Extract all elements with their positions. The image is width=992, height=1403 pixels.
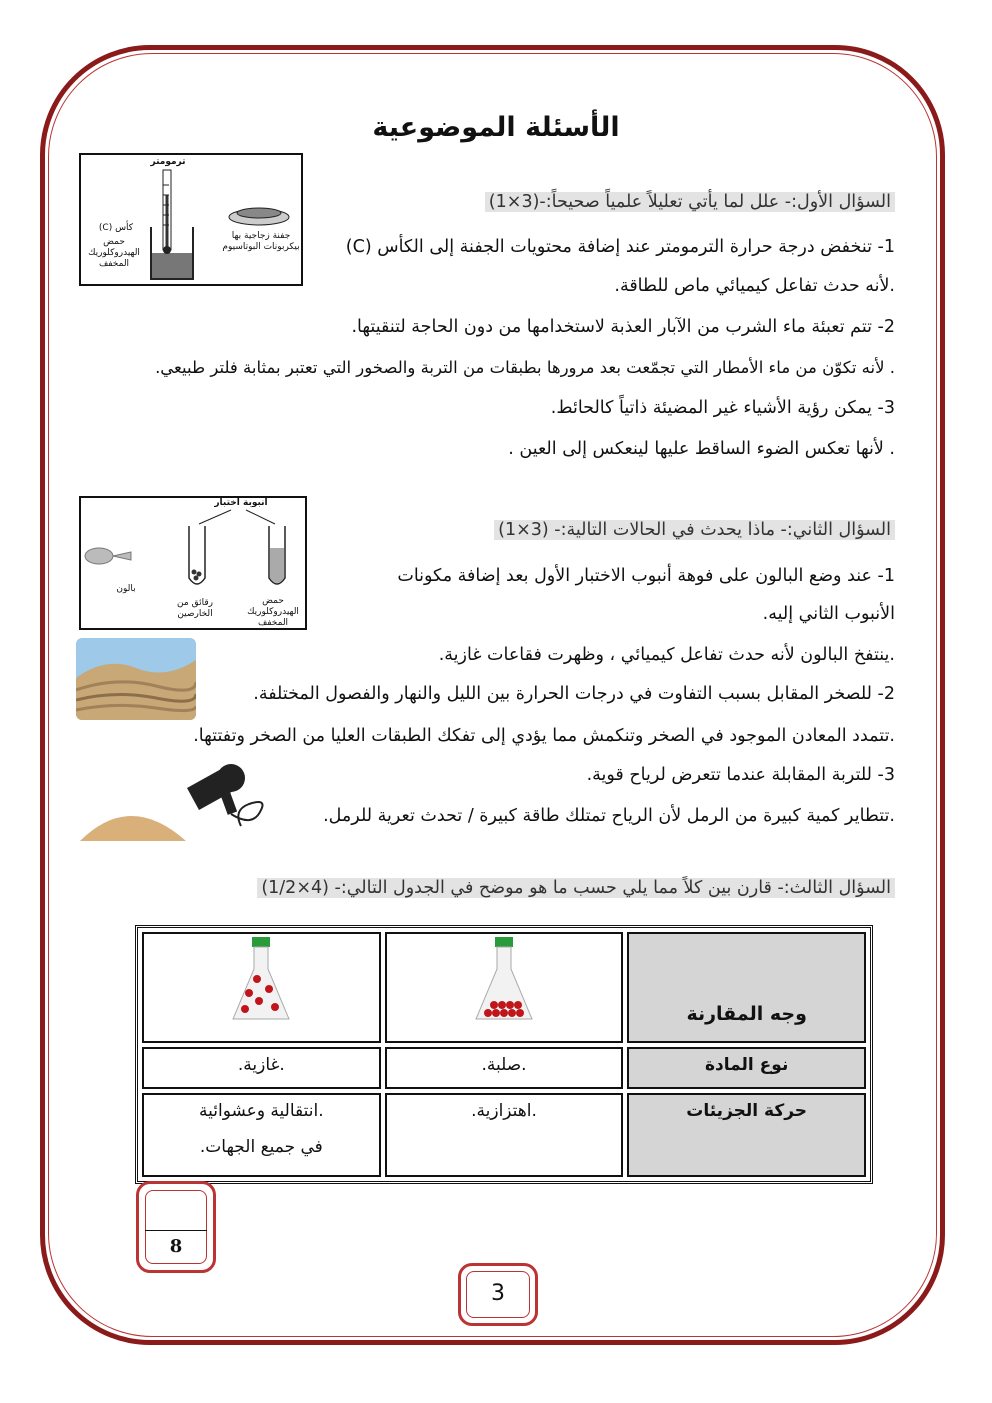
table-row: [142, 1093, 866, 1177]
row-label-matter-type: نوع المادة: [627, 1047, 866, 1089]
solid-flask-cell: [385, 932, 624, 1043]
q1-item-2: 2- تتم تعبئة ماء الشرب من الآبار العذبة لاستخدامها من دون الحاجة لتنقيتها.: [351, 317, 895, 337]
page-number-box: [458, 1263, 538, 1326]
q1-item-1: 1- تنخفض درجة حرارة الترمومتر عند إضافة محتويات الجفنة إلى الكأس (C): [345, 237, 895, 257]
zinc-label: رقائق من الخارصين: [177, 598, 213, 619]
balloon-label: بالون: [116, 584, 136, 594]
q2-answer-2: .تتمدد المعادن الموجود في الصخر وتنكمش مما يؤدي إلى تفكك الطبقات العليا من الصخر وتفتتها.: [193, 726, 895, 746]
q2-item-1-line2: الأنبوب الثاني إليه.: [762, 604, 895, 624]
rock-image: [76, 638, 196, 720]
sand-pile-image: [80, 795, 188, 843]
q1-answer-2: . لأنه تكوّن من ماء الأمطار التي تجمّعت بعد مرورها بطبقات من التربة والصخور التي تعتبر بمثابة فلتر طبيعي.: [155, 358, 895, 377]
comparison-table: [135, 925, 873, 1184]
page-number: 3: [491, 1281, 505, 1306]
dish-label: جفنة زجاجية بها بيكربونات البوتاسيوم: [222, 231, 300, 252]
table-row: [142, 1047, 866, 1089]
gas-flask-icon: [221, 935, 301, 1027]
beaker-content-label: حمض الهيدروكلوريك المخفف: [88, 237, 140, 269]
q3-header: السؤال الثالث:- قارن بين كلاً مما يلي حسب ما هو موضح في الجدول التالي:- (4×1/2): [257, 876, 895, 900]
q2-header: السؤال الثاني:- ماذا يحدث في الحالات التالية:- (3×1): [494, 518, 895, 542]
table-corner-label: وجه المقارنة: [686, 1003, 807, 1025]
q2-figure: [79, 496, 307, 630]
solid-flask-icon: [464, 935, 544, 1027]
test-tube-label: أنبوبة اختبار: [214, 498, 268, 508]
q1-item-3: 3- يمكن رؤية الأشياء غير المضيئة ذاتياً كالحائط.: [550, 398, 895, 418]
table-corner-cell: [627, 932, 866, 1043]
q1-figure: [79, 153, 303, 286]
q2-item-3: 3- للتربة المقابلة عندما تتعرض لرياح قوية.: [586, 765, 895, 785]
acid-label: حمض الهيدروكلوريك المخفف: [247, 596, 299, 628]
q1-answer-1: .لأنه حدث تفاعل كيميائي ماص للطاقة.: [614, 276, 895, 296]
cell-solid-type: .صلبة.: [385, 1047, 624, 1089]
score-value: 8: [169, 1236, 183, 1257]
q2-item-1-line1: 1- عند وضع البالون على فوهة أنبوب الاختبار الأول بعد إضافة مكونات: [397, 566, 895, 586]
cell-gas-motion-line2: في جميع الجهات.: [199, 1137, 323, 1157]
gas-flask-cell: [142, 932, 381, 1043]
q2-answer-1: .ينتفخ البالون لأنه حدث تفاعل كيميائي ، وظهرت فقاعات غازية.: [438, 645, 895, 665]
cell-gas-motion-line1: .انتقالية وعشوائية: [199, 1101, 324, 1121]
cell-gas-type: .غازية.: [142, 1047, 381, 1089]
row-label-molecule-motion: حركة الجزيئات: [627, 1093, 866, 1177]
q2-answer-3: .تتطاير كمية كبيرة من الرمل لأن الرياح تمتلك طاقة كبيرة / تحدث تعرية للرمل.: [323, 806, 895, 826]
q1-answer-3: . لأنها تعكس الضوء الساقط عليها لينعكس إلى العين .: [508, 439, 895, 459]
thermometer-label: ترمومتر: [150, 157, 186, 167]
cell-gas-motion: [142, 1093, 381, 1177]
q2-item-2: 2- للصخر المقابل بسبب التفاوت في درجات الحرارة بين الليل والنهار والفصول المختلفة.: [253, 684, 895, 704]
beaker-label: كأس (C): [98, 223, 134, 233]
cell-solid-motion: .اهتزازية.: [385, 1093, 624, 1177]
q1-header: السؤال الأول:- علل لما يأتي تعليلاً علمياً صحيحاً:-(3×1): [485, 190, 895, 214]
page-title: الأسئلة الموضوعية: [372, 112, 620, 143]
hair-dryer-image: [183, 758, 268, 838]
table-header-row: [142, 932, 866, 1043]
score-box: [136, 1181, 216, 1273]
